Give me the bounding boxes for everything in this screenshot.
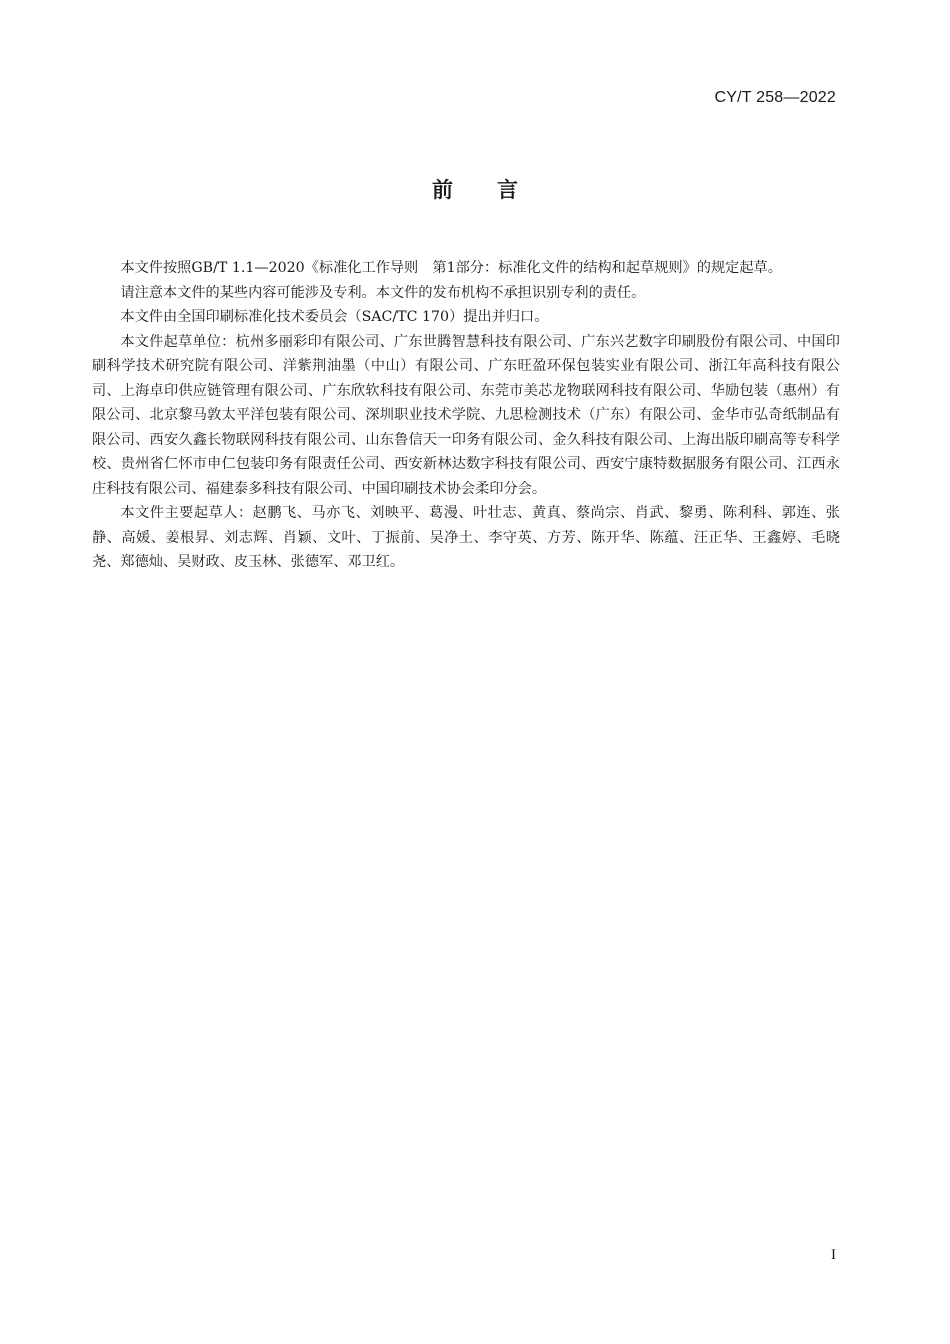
- paragraph-proposer: 本文件由全国印刷标准化技术委员会（SAC/TC 170）提出并归口。: [120, 309, 549, 325]
- title-char-2: 言: [497, 178, 518, 202]
- page-number: I: [831, 1247, 836, 1263]
- page-title: [0, 174, 950, 204]
- title-char-1: 前: [432, 178, 453, 202]
- paragraph-drafting-units: 本文件起草单位：杭州多丽彩印有限公司、广东世腾智慧科技有限公司、广东兴艺数字印刷股份有限公司、中国印刷科学技术研究院有限公司、洋紫荆油墨（中山）有限公司、广东旺盈环保包装实业有限公司、浙江年高科技有限公司、上海卓印供应链管理有限公司、广东欣软科技有限公司、东莞市美芯龙物联网科技有限公司、华励包装（惠州）有限公司、北京黎马敦太平洋包装有限公司、深圳职业技术学院、九思检测技术（广东）有限公司、金华市弘奇纸制品有限公司、西安久鑫长物联网科技有限公司、山东鲁信天一印务有限公司、金久科技有限公司、上海出版印刷高等专科学校、贵州省仁怀市申仁包装印务有限责任公司、西安新林达数字科技有限公司、西安宁康特数据服务有限公司、江西永庄科技有限公司、福建泰多科技有限公司、中国印刷技术协会柔印分会。: [92, 333, 840, 497]
- paragraph-drafting-rules: 本文件按照GB/T 1.1—2020《标准化工作导则 第1部分：标准化文件的结构和起草规则》的规定起草。: [120, 260, 782, 276]
- paragraph-patent-notice: 请注意本文件的某些内容可能涉及专利。本文件的发布机构不承担识别专利的责任。: [120, 284, 646, 301]
- standard-code: CY/T 258—2022: [714, 89, 836, 106]
- foreword-body: [92, 256, 840, 575]
- paragraph-drafters: 本文件主要起草人：赵鹏飞、马亦飞、刘映平、葛漫、叶壮志、黄真、蔡尚宗、肖武、黎勇、陈利科、郭连、张静、高媛、姜根昇、刘志辉、肖颖、文叶、丁振前、吴净土、李守英、方芳、陈开华、陈蕴、汪正华、王鑫婷、毛晓尧、郑德灿、吴财政、皮玉林、张德军、邓卫红。: [92, 505, 840, 570]
